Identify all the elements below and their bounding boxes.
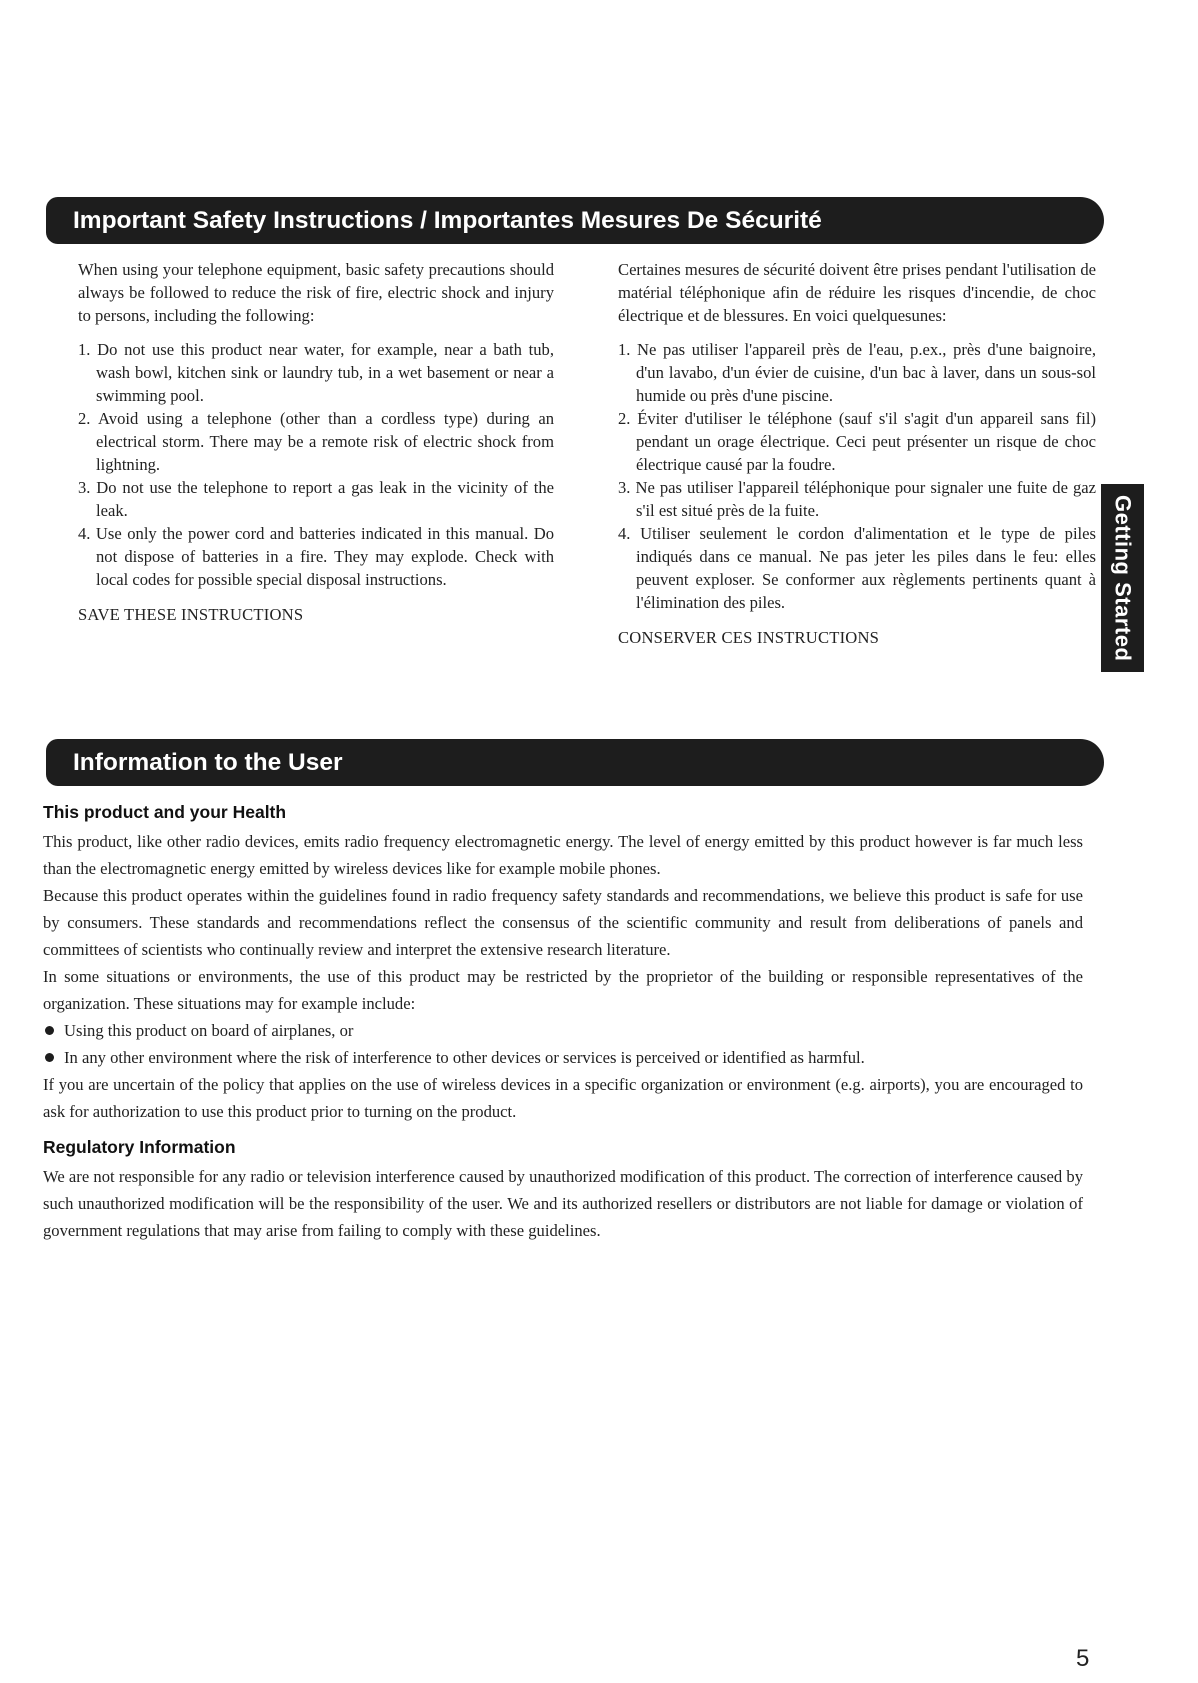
list-item: 4. Use only the power cord and batteries indicated in this manual. Do not dispose of batteries in a fire. They may explode. Check with local codes for possible special disposal instructions. [78,524,554,589]
list-item: 4. Utiliser seulement le cordon d'alimentation et le type de piles indiqués dans ce manual. Ne pas jeter les piles dans le feu: elles peuvent exploser. Se conformer aux règlements pertinents quant à l'élimination des piles. [618,524,1096,612]
list-item: 1. Ne pas utiliser l'appareil près de l'eau, p.ex., près d'une baignoire, d'un lavabo, d'un évier de cuisine, d'un bac à laver, dans un sous-sol humide ou près d'une piscine. [618,340,1096,405]
page-number: 5 [1076,1645,1090,1672]
information-to-user-banner: Information to the User [46,739,1104,786]
restriction-bullet-list [43,1017,1083,1071]
save-instructions-note: SAVE THESE INSTRUCTIONS [78,605,304,624]
health-paragraph: In some situations or environments, the use of this product may be restricted by the proprietor of the building or responsible representatives of the organization. These situations may for example include: [43,967,1083,1013]
conserver-instructions-note: CONSERVER CES INSTRUCTIONS [618,628,880,647]
list-item: In any other environment where the risk of interference to other devices or services is perceived or identified as harmful. [43,1044,1083,1071]
english-safety-column [78,258,554,626]
list-item: 3. Ne pas utiliser l'appareil téléphonique pour signaler une fuite de gaz s'il est situé près de la fuite. [618,478,1096,520]
list-item: 2. Avoid using a telephone (other than a cordless type) during an electrical storm. There may be a remote risk of electric shock from lightning. [78,409,554,474]
getting-started-side-tab: Getting Started [1101,484,1144,672]
safety-instructions-banner: Important Safety Instructions / Importantes Mesures De Sécurité [46,197,1104,244]
list-item: Using this product on board of airplanes, or [43,1017,1083,1044]
information-section [43,800,1083,1244]
regulatory-paragraph: We are not responsible for any radio or television interference caused by unauthorized modification of this product. The correction of interference caused by such unauthorized modification will be the responsibility of the user. We and its authorized resellers or distributors are not liable for damage or violation of government regulations that may arise from failing to comply with these guidelines. [43,1167,1083,1240]
regulatory-heading: Regulatory Information [43,1137,236,1157]
french-instruction-list [618,338,1096,614]
list-item: 1. Do not use this product near water, for example, near a bath tub, wash bowl, kitchen sink or laundry tub, in a wet basement or near a swimming pool. [78,340,554,405]
health-paragraph: If you are uncertain of the policy that applies on the use of wireless devices in a specific organization or environment (e.g. airports), you are encouraged to ask for authorization to use this product prior to turning on the product. [43,1075,1083,1121]
french-intro: Certaines mesures de sécurité doivent être prises pendant l'utilisation de matérial téléphonique afin de réduire les risques d'incendie, de choc électrique et de blessures. En voici quelquesunes: [618,260,1096,325]
list-item: 3. Do not use the telephone to report a gas leak in the vicinity of the leak. [78,478,554,520]
health-heading: This product and your Health [43,802,287,822]
health-paragraph: Because this product operates within the guidelines found in radio frequency safety standards and recommendations, we believe this product is safe for use by consumers. These standards and recommendations reflect the consensus of the scientific community and result from deliberations of panels and committees of scientists who continually review and interpret the extensive research literature. [43,886,1083,959]
english-intro: When using your telephone equipment, basic safety precautions should always be followed to reduce the risk of fire, electric shock and injury to persons, including the following: [78,260,554,325]
english-instruction-list [78,338,554,591]
health-paragraph: This product, like other radio devices, emits radio frequency electromagnetic energy. The level of energy emitted by this product however is far much less than the electromagnetic energy emitted by wireless devices like for example mobile phones. [43,832,1083,878]
french-safety-column [618,258,1096,649]
list-item: 2. Éviter d'utiliser le téléphone (sauf s'il s'agit d'un appareil sans fil) pendant un orage électrique. Ceci peut présenter un risque de choc électrique causé par la foudre. [618,409,1096,474]
